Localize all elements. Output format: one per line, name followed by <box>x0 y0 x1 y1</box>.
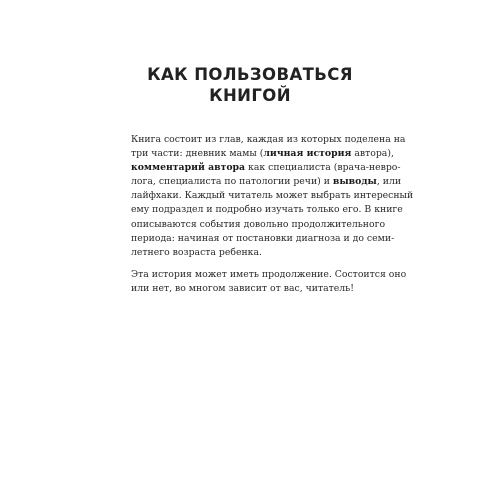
text-line: Книга состоит из глав, каждая из которых поделена на <box>131 134 406 145</box>
page-title-line-2: КНИГОЙ <box>209 86 291 105</box>
text-line <box>131 161 401 175</box>
bold-term-conclusions: выводы <box>332 176 377 188</box>
text-fragment: автора), <box>351 148 394 160</box>
text-line: периода: начиная от постановки диагноза и до семи- <box>131 232 395 244</box>
text-line: описываются события довольно продолжительного <box>131 218 386 230</box>
bold-term-personal-story: личная история <box>263 148 352 160</box>
text-fragment: три части: дневник мамы ( <box>131 148 264 160</box>
text-fragment: лога, специалиста по патологии речи) и <box>131 176 333 188</box>
bold-term-author-comment: комментарий автора <box>131 162 246 174</box>
body-text <box>131 133 414 296</box>
page-title-line-1: КАК ПОЛЬЗОВАТЬСЯ <box>147 65 353 84</box>
text-fragment: как специалиста (врача-невро- <box>245 162 401 174</box>
paragraph-closing <box>131 268 407 296</box>
paragraph-intro <box>131 133 414 260</box>
page-title <box>0 64 500 106</box>
text-line: ему подраздел и подробно изучать только его. В книге <box>131 204 403 216</box>
text-line: или нет, во многом зависит от вас, читатель! <box>131 282 354 294</box>
text-line: Эта история может иметь продолжение. Состоится оно <box>131 268 407 280</box>
text-line: лайфхаки. Каждый читатель может выбрать интересный <box>131 190 414 202</box>
text-line <box>131 147 394 161</box>
text-line <box>131 175 402 189</box>
text-line: летнего возраста ребенка. <box>131 246 262 258</box>
text-fragment: , или <box>376 176 402 188</box>
